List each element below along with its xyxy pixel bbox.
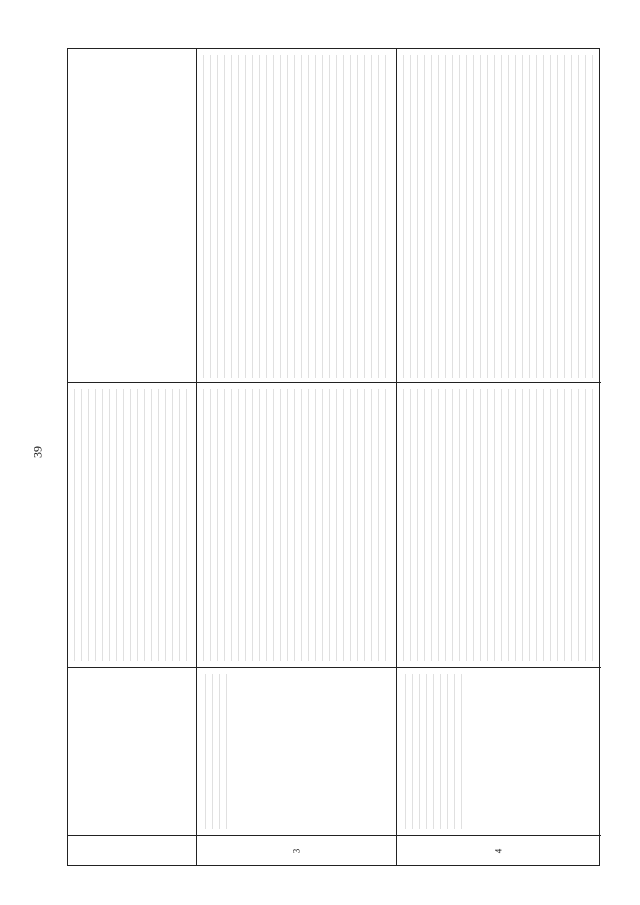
legal-basis-cell	[397, 49, 601, 384]
restrictions-text-lines	[74, 389, 190, 661]
zone-text-lines	[405, 674, 463, 829]
page-number: 39	[30, 446, 45, 458]
table-row	[68, 49, 196, 865]
zone-cell	[68, 667, 196, 835]
zone-cell	[197, 667, 396, 835]
legal-basis-text-lines	[203, 55, 390, 378]
restrictions-text-lines	[203, 389, 390, 661]
restrictions-text-lines	[403, 389, 595, 661]
row-number-cell	[68, 835, 196, 865]
restrictions-cell	[68, 382, 196, 667]
legal-basis-text-lines	[403, 55, 595, 378]
row-number: 3	[291, 848, 301, 853]
restrictions-cell	[397, 382, 601, 667]
table-row	[396, 49, 601, 865]
zone-cell	[397, 667, 601, 835]
row-number: 4	[493, 848, 504, 853]
row-number-cell	[397, 835, 601, 865]
legal-basis-cell	[68, 49, 196, 384]
zone-text-lines	[205, 674, 231, 829]
row-number-cell	[197, 835, 396, 865]
table-row	[196, 49, 396, 865]
legal-basis-cell	[197, 49, 396, 384]
regulations-table	[67, 48, 600, 866]
restrictions-cell	[197, 382, 396, 667]
